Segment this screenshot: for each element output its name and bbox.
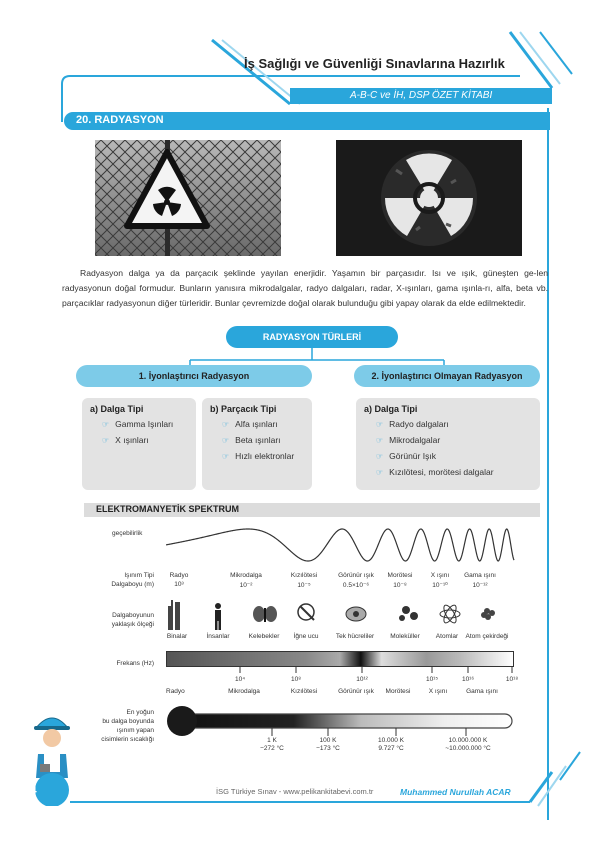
freq-1e16: 10¹⁶ bbox=[461, 676, 475, 683]
freq-1e12: 10¹² bbox=[356, 676, 368, 683]
butterfly-icon bbox=[253, 606, 277, 622]
header-title: İş Sağlığı ve Güvenliği Sınavlarına Hazırlık bbox=[244, 56, 505, 71]
scale-cells: Tek hücreliler bbox=[335, 633, 375, 640]
pointing-hand-icon: ☞ bbox=[102, 436, 110, 445]
list-item: ☞ X ışınları bbox=[102, 435, 149, 445]
wavelength-label: Dalgaboyu (m) bbox=[111, 581, 154, 588]
scale-icons bbox=[160, 598, 510, 632]
wavelength-visible: 0.5×10⁻⁶ bbox=[342, 582, 370, 589]
radiation-symbol-photo bbox=[336, 140, 522, 256]
scale-humans: İnsanlar bbox=[206, 633, 230, 640]
wavelength-ultraviolet: 10⁻⁸ bbox=[393, 582, 407, 589]
footer-publisher: İSG Türkiye Sınav - www.pelikankitabevi.com.tr bbox=[216, 787, 374, 796]
freq-1e18: 10¹⁸ bbox=[505, 676, 519, 683]
non-ionizing-wave-box bbox=[356, 398, 540, 490]
freq-1e8: 10⁸ bbox=[291, 676, 301, 683]
spectrum-wave bbox=[166, 522, 516, 568]
temp-1k: 1 K bbox=[267, 737, 277, 744]
type-ultraviolet: Morötesi bbox=[387, 572, 413, 579]
intro-paragraph: Radyasyon dalga ya da parçacık şeklinde yayılan enerjidir. Yaşamın bir parçasıdır. Isı ve ışık, güneşten ge-len radyasyonun doğal formudur. Bunların yanısıra mikrodalgalar, radyo dalgaları, radar, X-ışınları, gama ışınla-rı, alfa, beta vb. parçacıklar radyasyonun diğer türleridir. Bunlar çevremizde doğal olarak bulunduğu gibi yapay olarak da elde edilmektedir. bbox=[62, 268, 548, 308]
temp-100k: 100 K bbox=[319, 737, 337, 744]
non-ionizing-wave-head: a) Dalga Tipi bbox=[364, 404, 418, 414]
type-visible: Görünür ışık bbox=[338, 572, 374, 579]
type-label: Işınım Tipi bbox=[124, 572, 154, 579]
freq-type-ultraviolet: Morötesi bbox=[385, 688, 411, 695]
ionizing-wave-head: a) Dalga Tipi bbox=[90, 404, 144, 414]
temp-1k-c: −272 °C bbox=[260, 745, 284, 752]
temp-label-4: cisimlerin sıcaklığı bbox=[101, 736, 154, 743]
footer-author: Muhammed Nurullah ACAR bbox=[400, 787, 511, 797]
atom-icon bbox=[440, 603, 460, 624]
wave-line bbox=[166, 529, 514, 561]
temp-10m-k: 10.000.000 K bbox=[448, 737, 488, 744]
pointing-hand-icon: ☞ bbox=[376, 452, 384, 461]
frequency-ticks bbox=[166, 667, 514, 675]
fence-sign-image bbox=[95, 140, 281, 256]
human-icon bbox=[215, 603, 221, 630]
freq-type-visible: Görünür ışık bbox=[338, 688, 374, 695]
freq-type-radio: Radyo bbox=[166, 688, 185, 695]
pointing-hand-icon: ☞ bbox=[376, 436, 384, 445]
list-item: ☞ Hızlı elektronlar bbox=[222, 451, 295, 461]
wavelength-radio: 10³ bbox=[174, 581, 184, 588]
list-item: ☞ Beta ışınları bbox=[222, 435, 281, 445]
type-xray: X ışını bbox=[430, 572, 450, 579]
molecule-icon bbox=[399, 606, 418, 621]
radiation-types-title: RADYASYON TÜRLERİ bbox=[226, 326, 398, 348]
list-item: ☞ Gamma Işınları bbox=[102, 419, 174, 429]
temp-label-3: ışınım yapan bbox=[116, 727, 154, 734]
type-gamma: Gama ışını bbox=[464, 572, 496, 579]
frequency-bar bbox=[166, 651, 514, 667]
type-infrared: Kızılötesi bbox=[290, 572, 318, 579]
list-item: ☞ Görünür Işık bbox=[376, 451, 436, 461]
freq-type-microwave: Mikrodalga bbox=[228, 688, 260, 695]
ionizing-particle-box bbox=[202, 398, 312, 490]
scale-molecules: Moleküller bbox=[390, 633, 420, 640]
non-ionizing-category: 2. İyonlaştırıcı Olmayan Radyasyon bbox=[354, 365, 540, 387]
pointing-hand-icon: ☞ bbox=[102, 420, 110, 429]
ionizing-category: 1. İyonlaştırıcı Radyasyon bbox=[76, 365, 312, 387]
needle-tip-icon bbox=[298, 604, 314, 620]
freq-1e4: 10⁴ bbox=[234, 676, 246, 683]
header-subtitle: A-B-C ve İH, DSP ÖZET KİTABI bbox=[350, 90, 493, 101]
wavelength-xray: 10⁻¹⁰ bbox=[432, 582, 448, 589]
scale-label-1: Dalgaboyunun bbox=[112, 612, 154, 619]
nucleus-icon bbox=[481, 608, 495, 620]
type-radio: Radyo bbox=[169, 572, 189, 579]
section-title: 20. RADYASYON bbox=[76, 114, 164, 126]
temp-label-2: bu dalga boyunda bbox=[102, 718, 154, 725]
frequency-label: Frekans (Hz) bbox=[116, 660, 154, 667]
list-item: ☞ Mikrodalgalar bbox=[376, 435, 441, 445]
scale-atoms: Atomlar bbox=[435, 633, 459, 640]
pointing-hand-icon: ☞ bbox=[222, 420, 230, 429]
list-item: ☞ Radyo dalgaları bbox=[376, 419, 449, 429]
temp-10000k: 10.000 K bbox=[377, 737, 405, 744]
temp-100k-c: −173 °C bbox=[316, 745, 340, 752]
pointing-hand-icon: ☞ bbox=[222, 436, 230, 445]
trefoil-image bbox=[336, 140, 522, 256]
cell-icon bbox=[346, 607, 366, 621]
pointing-hand-icon: ☞ bbox=[376, 420, 384, 429]
spectrum-title: ELEKTROMANYETİK SPEKTRUM bbox=[96, 504, 240, 514]
temp-label-1: En yoğun bbox=[126, 709, 154, 716]
type-microwave: Mikrodalga bbox=[230, 572, 262, 579]
pointing-hand-icon: ☞ bbox=[222, 452, 230, 461]
scale-nucleus: Atom çekirdeği bbox=[465, 633, 509, 640]
ionizing-wave-box bbox=[82, 398, 196, 490]
penetration-label: geçebilirlik bbox=[112, 530, 143, 537]
pointing-hand-icon: ☞ bbox=[376, 468, 384, 477]
wavelength-microwave: 10⁻² bbox=[239, 582, 253, 589]
page-number: 114 bbox=[17, 783, 37, 797]
buildings-icon bbox=[168, 600, 180, 630]
freq-type-gamma: Gama ışını bbox=[466, 688, 498, 695]
wavelength-infrared: 10⁻⁵ bbox=[297, 582, 311, 589]
list-item: ☞ Alfa ışınları bbox=[222, 419, 278, 429]
freq-1e15: 10¹⁵ bbox=[425, 676, 439, 683]
scale-needle: İğne ucu bbox=[293, 633, 319, 640]
list-item: ☞ Kızılötesi, morötesi dalgalar bbox=[376, 467, 494, 477]
ionizing-particle-head: b) Parçacık Tipi bbox=[210, 404, 277, 414]
scale-butterflies: Kelebekler bbox=[248, 633, 280, 640]
freq-type-xray: X ışını bbox=[428, 688, 448, 695]
radiation-fence-photo bbox=[95, 140, 281, 256]
wavelength-gamma: 10⁻¹² bbox=[472, 582, 488, 589]
temp-10m-c: ~10.000.000 °C bbox=[445, 745, 491, 752]
scale-buildings: Binalar bbox=[166, 633, 188, 640]
scale-label-2: yaklaşık ölçeği bbox=[111, 621, 154, 628]
temp-10000k-c: 9.727 °C bbox=[378, 745, 404, 752]
freq-type-infrared: Kızılötesi bbox=[290, 688, 318, 695]
